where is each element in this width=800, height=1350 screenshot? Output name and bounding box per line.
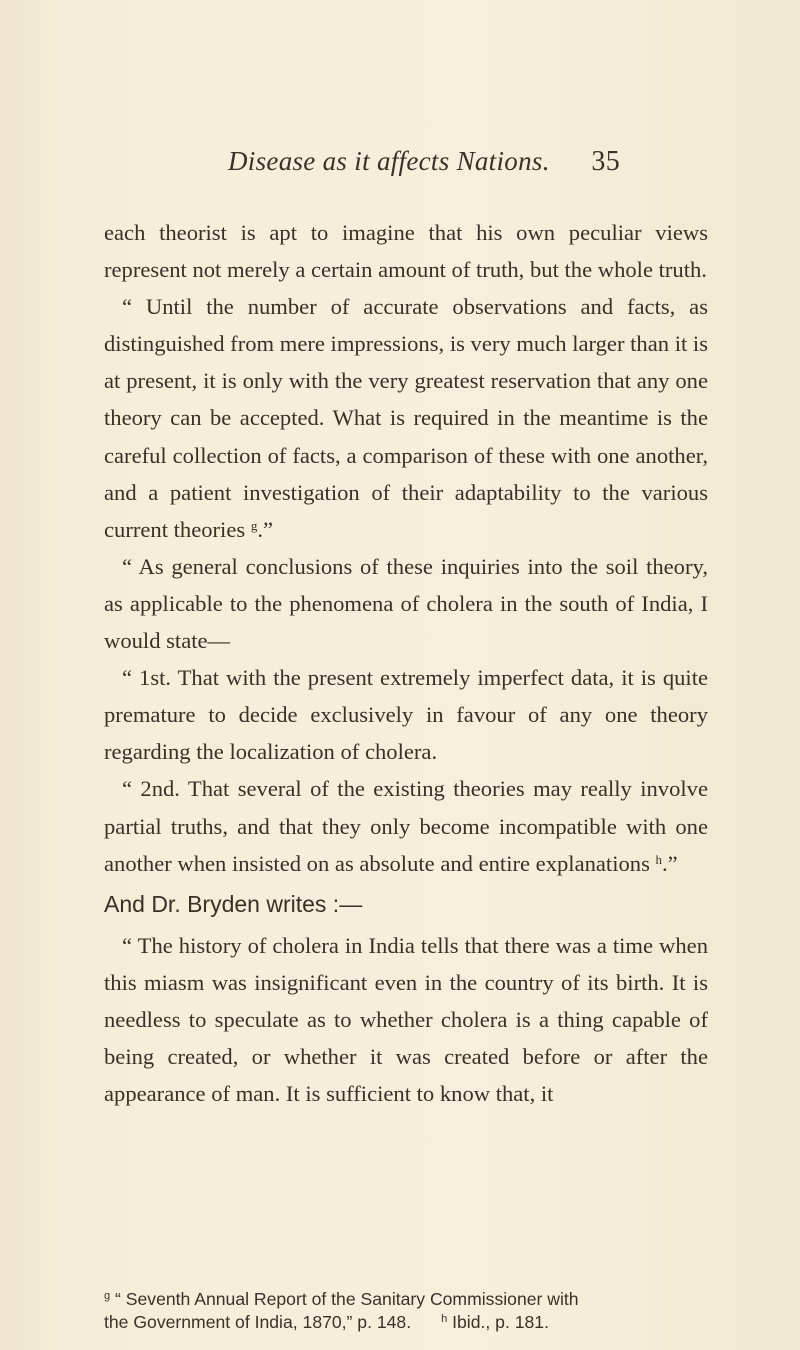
- paragraph-text: “ Until the number of accurate observations and facts, as distinguished from mere impressions, is very much larger than it is at present, it is only with the very greatest reservation that any one theory can be accepted. What is required in the meantime is the careful collection of facts, a comparison of these with one another, and a patient investigation of their adaptability to the various current theories: [104, 294, 708, 542]
- footnote-line: [104, 1288, 744, 1311]
- body-text: [104, 214, 708, 1112]
- paragraph-end: .”: [257, 516, 273, 542]
- footnote-ref-h: h: [655, 851, 663, 867]
- paragraph-end: .”: [662, 850, 678, 876]
- footnotes: [104, 1288, 744, 1334]
- paragraph-text: “ 1st. That with the present extremely imperfect data, it is quite premature to decide exclusively in favour of any one theory regarding the localization of cholera.: [104, 665, 708, 765]
- footnote-g-text: “ Seventh Annual Report of the Sanitary Commissioner with: [115, 1289, 579, 1309]
- footnote-ref-g: g: [250, 517, 258, 533]
- page-number: 35: [591, 146, 620, 177]
- section-lead: And Dr. Bryden writes :—: [104, 890, 363, 917]
- paragraph: [104, 214, 708, 288]
- footnote-mark-h: h: [441, 1313, 448, 1325]
- paragraph: [104, 927, 708, 1112]
- footnote-g-text-cont: the Government of India, 1870,” p. 148.: [104, 1312, 412, 1332]
- paragraph: [104, 659, 708, 770]
- paragraph-text: each theorist is apt to imagine that his own peculiar views represent not merely a certain amount of truth, but the whole truth.: [104, 220, 708, 283]
- paragraph: [104, 288, 708, 548]
- paragraph: [104, 770, 708, 881]
- footnote-h-text: Ibid., p. 181.: [452, 1312, 549, 1332]
- running-header: [228, 146, 620, 186]
- paragraph-text: “ As general conclusions of these inquiries into the soil theory, as applicable to the phenomena of cholera in the south of India, I would state—: [104, 553, 708, 654]
- paragraph: [104, 548, 708, 659]
- footnote-line: [104, 1311, 744, 1334]
- footnote-mark-g: g: [104, 1290, 111, 1302]
- paragraph-text: “ 2nd. That several of the existing theories may really involve partial truths, and that they only become incompatible with one another when insisted on as absolute and entire explanations: [104, 776, 708, 876]
- paragraph-text: “ The history of cholera in India tells that there was a time when this miasm was insignificant even in the country of its birth. It is needless to speculate as to whether cholera is a thing capable of being created, or whether it was created before or after the appearance of man. It is sufficient to know that, it: [104, 932, 708, 1107]
- running-title: Disease as it affects Nations.: [228, 146, 550, 176]
